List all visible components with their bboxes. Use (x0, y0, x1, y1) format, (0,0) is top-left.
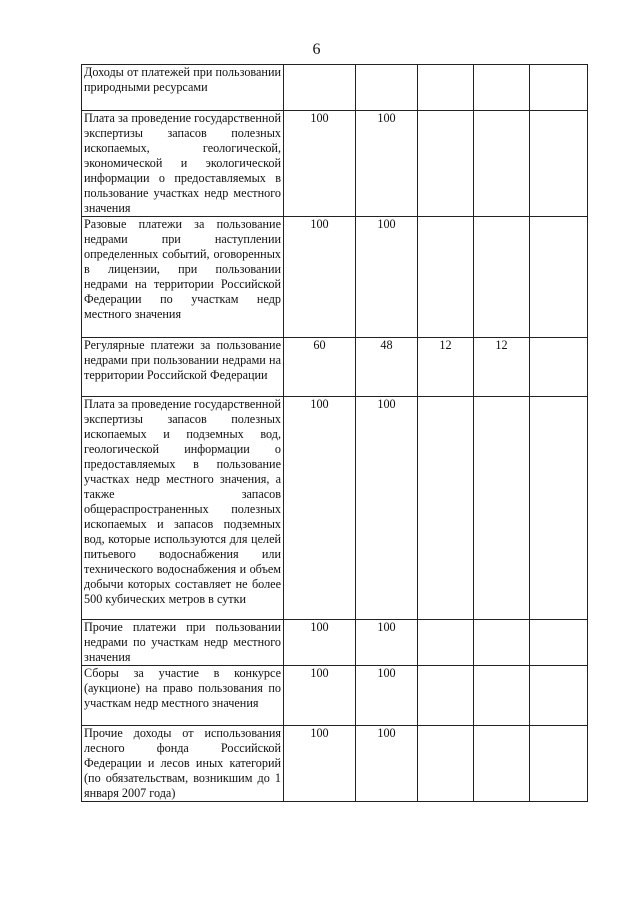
value-cell: 100 (284, 620, 356, 666)
value-cell (474, 726, 530, 802)
value-cell (474, 217, 530, 338)
table-row (82, 65, 588, 111)
value-cell (418, 620, 474, 666)
page-number: 6 (312, 41, 321, 58)
value-cell: 100 (356, 111, 418, 217)
value-cell (356, 65, 418, 111)
value-cell (418, 726, 474, 802)
value-cell (284, 65, 356, 111)
value-cell: 12 (418, 338, 474, 397)
revenue-item-name: Прочие доходы от использования лесного фонда Российской Федерации и лесов иных категорий (по обязательствам, возникшим до 1 января 2007 года) (82, 726, 284, 802)
value-cell (474, 666, 530, 726)
value-cell: 12 (474, 338, 530, 397)
table-row (82, 338, 588, 397)
value-cell (418, 111, 474, 217)
value-cell: 100 (284, 726, 356, 802)
value-cell (418, 217, 474, 338)
value-cell (530, 666, 588, 726)
value-cell (530, 65, 588, 111)
value-cell (418, 397, 474, 620)
value-cell: 100 (356, 620, 418, 666)
revenue-item-name: Сборы за участие в конкурсе (аукционе) на право пользования по участкам недр местного значения (82, 666, 284, 726)
revenue-item-name: Плата за проведение государственной экспертизы запасов полезных ископаемых и подземных вод, геологической информации о предоставляемых в пользование участках недр местного значения, а также запасов общераспространенных полезных ископаемых и запасов подземных вод, которые используются для целей питьевого водоснабжения или технического водоснабжения и объем добычи которых составляет не более 500 кубических метров в сутки (82, 397, 284, 620)
table-row (82, 397, 588, 620)
revenue-item-name: Доходы от платежей при пользовании природными ресурсами (82, 65, 284, 111)
value-cell (530, 217, 588, 338)
table-row (82, 217, 588, 338)
value-cell: 100 (356, 217, 418, 338)
table-row (82, 666, 588, 726)
value-cell: 100 (356, 397, 418, 620)
value-cell: 100 (284, 111, 356, 217)
revenue-item-name: Плата за проведение государственной экспертизы запасов полезных ископаемых, геологической, экономической и экологической информации о предоставляемых в пользование участках недр местного значения (82, 111, 284, 217)
revenue-table (81, 64, 588, 802)
table-row (82, 726, 588, 802)
value-cell (474, 111, 530, 217)
value-cell: 100 (284, 397, 356, 620)
value-cell (530, 620, 588, 666)
value-cell: 100 (284, 217, 356, 338)
value-cell: 100 (356, 726, 418, 802)
value-cell: 60 (284, 338, 356, 397)
table-row (82, 620, 588, 666)
value-cell (530, 726, 588, 802)
value-cell (474, 620, 530, 666)
value-cell: 48 (356, 338, 418, 397)
value-cell (474, 65, 530, 111)
value-cell (418, 65, 474, 111)
value-cell (418, 666, 474, 726)
value-cell (530, 397, 588, 620)
value-cell (530, 338, 588, 397)
revenue-item-name: Прочие платежи при пользовании недрами по участкам недр местного значения (82, 620, 284, 666)
value-cell (530, 111, 588, 217)
value-cell: 100 (284, 666, 356, 726)
value-cell (474, 397, 530, 620)
revenue-item-name: Разовые платежи за пользование недрами при наступлении определенных событий, оговоренных в лицензии, при пользовании недрами на территории Российской Федерации по участкам недр местного значения (82, 217, 284, 338)
value-cell: 100 (356, 666, 418, 726)
revenue-item-name: Регулярные платежи за пользование недрами при пользовании недрами на территории Российской Федерации (82, 338, 284, 397)
table-row (82, 111, 588, 217)
